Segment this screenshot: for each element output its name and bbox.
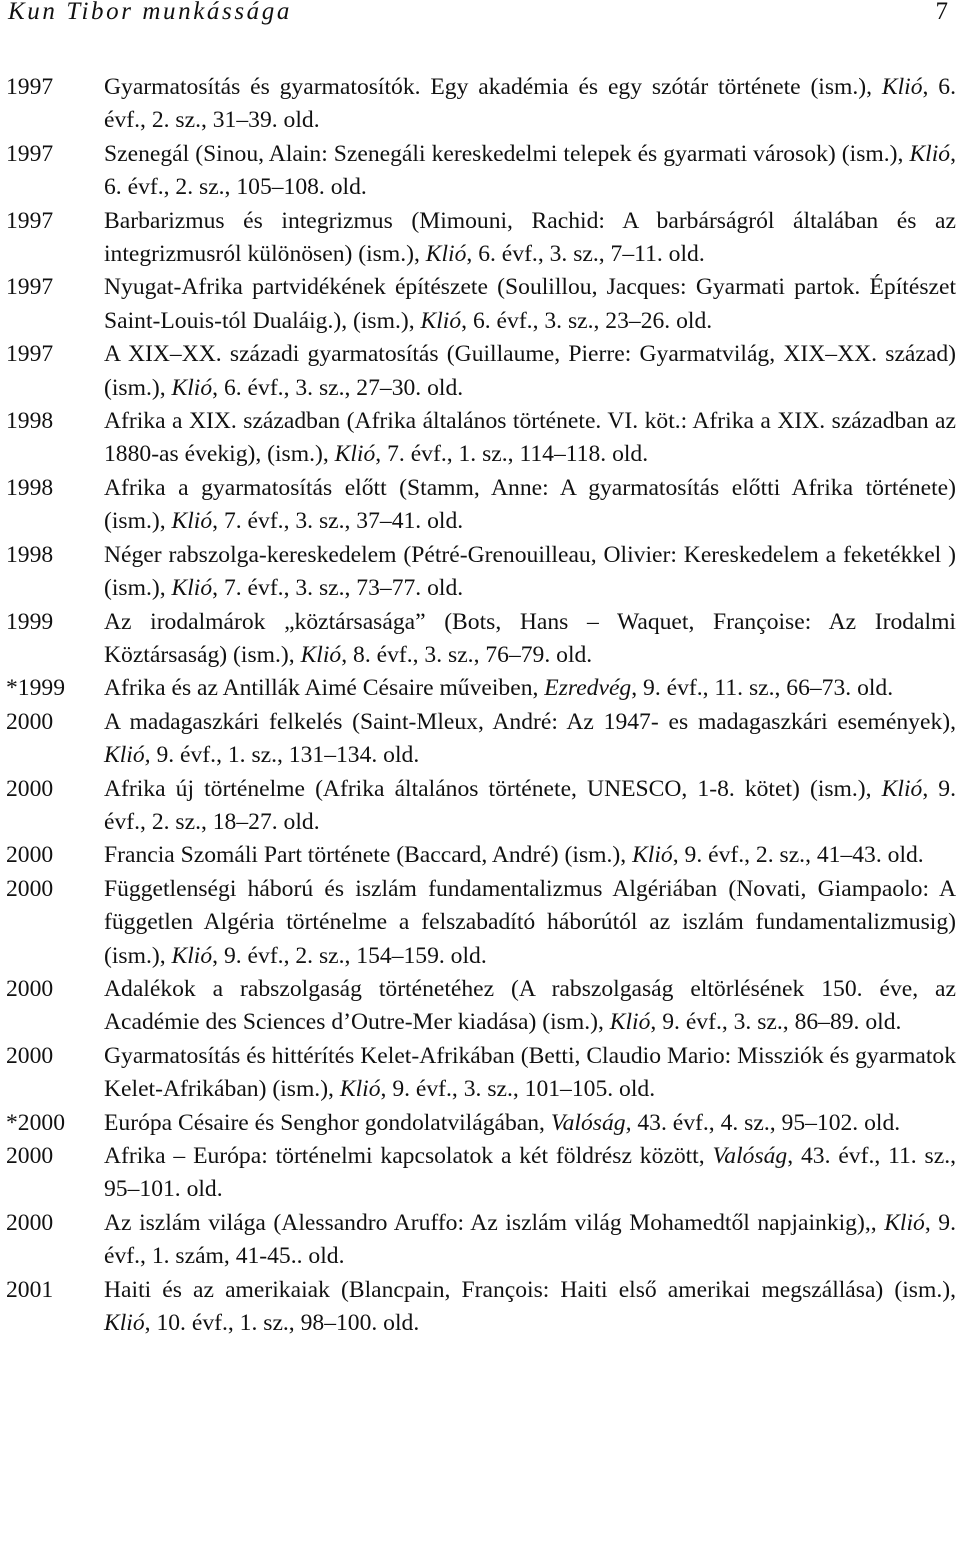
entry-year: 2000 [6, 875, 54, 902]
entry-text: Adalékok a rabszolgaság történetéhez (A rabszolgaság eltörlésének 150. éve, az Académie des Sciences d’Outre-Mer kiadása) (ism.), Klió, 9. évf., 3. sz., 86–89. old. [104, 975, 956, 1036]
journal-title: Klió [420, 307, 462, 334]
journal-title: Klió [171, 508, 213, 535]
entry-text: Gyarmatosítás és hittérítés Kelet-Afrikában (Betti, Claudio Mario: Missziók és gyarmatok Kelet-Afrikában) (ism.), Klió, 9. évf., 3. sz., 101–105. old. [104, 1042, 956, 1103]
entry-text: Nyugat-Afrika partvidékének építészete (Soulillou, Jacques: Gyarmati partok. Építészet Saint-Louis-tól Dualáig.), (ism.), Klió, 6. évf., 3. sz., 23–26. old. [104, 274, 956, 334]
entry-text: Néger rabszolga-kereskedelem (Pétré-Grenouilleau, Olivier: Kereskedelem a feketékkel ) (ism.), Klió, 7. évf., 3. sz., 73–77. old. [104, 541, 956, 602]
entry-year: 1997 [6, 341, 54, 368]
bibliography-entry [0, 873, 958, 973]
bibliography-entry [0, 138, 958, 205]
entry-text: Afrika a gyarmatosítás előtt (Stamm, Anne: A gyarmatosítás előtti Afrika története) (ism.), Klió, 7. évf., 3. sz., 37–41. old. [104, 474, 956, 535]
bibliography-entry [0, 71, 958, 138]
entry-year: 2000 [6, 775, 54, 802]
entry-year: 1997 [6, 207, 54, 234]
entry-year: 1998 [6, 541, 54, 568]
journal-title: Klió [632, 842, 673, 869]
entry-year: 1998 [6, 474, 54, 501]
entry-text: Gyarmatosítás és gyarmatosítók. Egy akadémia és egy szótár története (ism.), Klió, 6. évf., 2. sz., 31–39. old. [104, 74, 956, 134]
journal-title: Klió [425, 241, 467, 268]
bibliography-entry [0, 539, 958, 606]
entry-text: Szenegál (Sinou, Alain: Szenegáli kereskedelmi telepek és gyarmati városok) (ism.), Klió, 6. évf., 2. sz., 105–108. old. [104, 140, 956, 201]
bibliography-entry [0, 672, 958, 705]
journal-title: Klió [339, 1076, 381, 1103]
running-header-title: Kun Tibor munkássága [8, 0, 292, 25]
journal-title: Klió [334, 441, 376, 468]
page-header [0, 0, 960, 36]
entry-text: Francia Szomáli Part története (Baccard, André) (ism.), Klió, 9. évf., 2. sz., 41–43. old. [104, 842, 924, 869]
entry-text: A madagaszkári felkelés (Saint-Mleux, André: Az 1947- es madagaszkári események), Klió, 9. évf., 1. sz., 131–134. old. [104, 708, 956, 769]
entry-text: Afrika – Európa: történelmi kapcsolatok a két földrész között, Valóság, 43. évf., 11. sz., 95–101. old. [104, 1143, 956, 1203]
bibliography-entry [0, 1040, 958, 1107]
entry-text: Barbarizmus és integrizmus (Mimouni, Rachid: A barbárságról általában és az integrizmusról különösen) (ism.), Klió, 6. évf., 3. sz., 7–11. old. [104, 207, 956, 268]
journal-title: Ezredvég [544, 675, 632, 702]
entry-year: 1999 [6, 608, 54, 635]
bibliography-entry [0, 973, 958, 1040]
entry-year: 2000 [6, 842, 54, 869]
entry-text: Az iszlám világa (Alessandro Aruffo: Az iszlám világ Mohamedtől napjainkig),, Klió, 9. évf., 1. szám, 41-45.. old. [104, 1209, 956, 1270]
bibliography-entry [0, 1107, 958, 1140]
entry-text: Afrika új történelme (Afrika általános története, UNESCO, 1-8. kötet) (ism.), Klió, 9. évf., 2. sz., 18–27. old. [104, 775, 956, 835]
journal-title: Valóság [712, 1143, 788, 1169]
entry-year: 1997 [6, 74, 54, 100]
bibliography-entry [0, 1274, 958, 1341]
bibliography-entry [0, 773, 958, 840]
entry-year: 2000 [6, 708, 54, 735]
page-number: 7 [935, 0, 948, 25]
entry-text: Haiti és az amerikaiak (Blancpain, François: Haiti első amerikai megszállása) (ism.), Klió, 10. évf., 1. sz., 98–100. old. [104, 1276, 956, 1337]
journal-title: Valóság, [550, 1109, 632, 1136]
entry-text: Afrika és az Antillák Aimé Césaire műveiben, Ezredvég, 9. évf., 11. sz., 66–73. old. [104, 675, 894, 702]
entry-year: 2001 [6, 1276, 54, 1303]
bibliography-entry [0, 405, 958, 472]
entry-text: Függetlenségi háború és iszlám fundamentalizmus Algériában (Novati, Giampaolo: A független Algéria történelme a felszabadító háborútól az iszlám fundamentalizmusig) (ism.), Klió, 9. évf., 2. sz., 154–159. old. [104, 875, 956, 969]
journal-title: Klió [171, 374, 213, 401]
bibliography-entry [0, 205, 958, 272]
entry-text: A XIX–XX. századi gyarmatosítás (Guillaume, Pierre: Gyarmatvilág, XIX–XX. század) (ism.), Klió, 6. évf., 3. sz., 27–30. old. [104, 341, 956, 401]
journal-title: Klió [881, 775, 923, 802]
journal-title: Klió [609, 1009, 651, 1036]
bibliography-entry [0, 706, 958, 773]
journal-title: Klió [104, 1310, 145, 1337]
entry-text: Európa Césaire és Senghor gondolatvilágában, Valóság, 43. évf., 4. sz., 95–102. old. [104, 1109, 901, 1136]
bibliography-entry [0, 271, 958, 338]
bibliography-entry [0, 338, 958, 405]
bibliography-list [0, 71, 958, 1340]
entry-year: 2000 [6, 1209, 54, 1236]
entry-year: 1998 [6, 408, 54, 435]
entry-year: 2000 [6, 1042, 54, 1069]
journal-title: Klió [884, 1209, 925, 1236]
journal-title: Klió [881, 74, 923, 100]
journal-title: Klió, [104, 742, 151, 769]
entry-year: 1997 [6, 140, 54, 167]
bibliography-entry [0, 606, 958, 673]
entry-year: 2000 [6, 1143, 54, 1169]
journal-title: Klió [171, 942, 213, 969]
entry-text: Az irodalmárok „köztársasága” (Bots, Hans – Waquet, Françoise: Az Irodalmi Köztársaság) (ism.), Klió, 8. évf., 3. sz., 76–79. old. [104, 608, 956, 668]
bibliography-entry [0, 1207, 958, 1274]
bibliography-entry [0, 839, 958, 872]
journal-title: Klió [909, 140, 951, 167]
journal-title: Klió [171, 575, 213, 602]
journal-title: Klió [300, 641, 342, 668]
entry-text: Afrika a XIX. században (Afrika általános története. VI. köt.: Afrika a XIX. században az 1880-as évekig), (ism.), Klió, 7. évf., 1. sz., 114–118. old. [104, 408, 956, 468]
bibliography-entry [0, 1140, 958, 1207]
entry-year: 2000 [6, 975, 54, 1002]
entry-year: 1997 [6, 274, 54, 301]
bibliography-entry [0, 472, 958, 539]
entry-year: *1999 [6, 675, 65, 702]
entry-year: *2000 [6, 1109, 65, 1136]
